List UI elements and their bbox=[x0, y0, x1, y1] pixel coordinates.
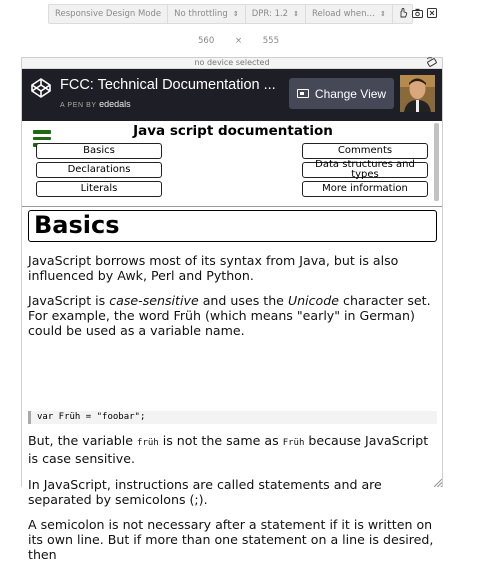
code-block: var Früh = "foobar"; bbox=[28, 411, 437, 424]
paragraph: In JavaScript, instructions are called statements and are separated by semicolons (;). bbox=[28, 477, 382, 507]
responsive-toolbar bbox=[48, 4, 413, 24]
throttling-select[interactable] bbox=[168, 5, 246, 23]
emphasis-text: case-sensitive bbox=[109, 293, 199, 308]
codepen-header bbox=[22, 69, 442, 121]
reload-value: Reload when… bbox=[311, 9, 376, 19]
device-bar bbox=[22, 58, 442, 69]
inline-code: Früh bbox=[282, 438, 305, 448]
paragraph: A semicolon is not necessary after a statement if it is written on its own line. But if more than one statement on a line is desired, then bbox=[28, 517, 434, 562]
reload-select[interactable] bbox=[306, 5, 393, 23]
paragraph bbox=[28, 433, 438, 466]
paragraph bbox=[28, 293, 438, 338]
section-title: Basics bbox=[28, 210, 437, 242]
paragraph-text: character set. For example, the word Früh (which means "early" in German) could be used as a variable name. bbox=[28, 293, 431, 338]
nav-link-data-structures[interactable]: Data structures and types bbox=[302, 162, 428, 178]
nav-scrollbar[interactable] bbox=[434, 123, 439, 201]
nav-divider bbox=[22, 206, 442, 207]
viewport-frame bbox=[21, 57, 443, 562]
change-view-button[interactable] bbox=[289, 78, 394, 109]
pen-title[interactable]: FCC: Technical Documentation ... bbox=[60, 77, 276, 93]
resize-handle-icon[interactable] bbox=[433, 478, 443, 488]
author-avatar[interactable] bbox=[400, 75, 435, 112]
viewport-dimensions bbox=[0, 36, 477, 46]
viewport-width[interactable]: 560 bbox=[198, 36, 215, 46]
viewport-height[interactable]: 555 bbox=[262, 36, 279, 46]
nav-link-basics[interactable]: Basics bbox=[36, 143, 162, 159]
dpr-select[interactable] bbox=[246, 5, 306, 23]
chevron-down-icon: ⇕ bbox=[293, 10, 299, 18]
hand-pointer-icon[interactable] bbox=[398, 8, 408, 21]
documentation-page bbox=[22, 121, 442, 562]
paragraph-text: JavaScript is bbox=[28, 293, 110, 308]
paragraph-text: But, the variable bbox=[28, 433, 138, 448]
nav-link-comments[interactable]: Comments bbox=[302, 143, 428, 159]
chevron-down-icon: ⇕ bbox=[232, 10, 239, 18]
nav-link-literals[interactable]: Literals bbox=[36, 181, 162, 197]
inline-code: früh bbox=[137, 438, 159, 448]
change-view-label: Change View bbox=[314, 86, 387, 101]
chevron-down-icon: ⇕ bbox=[380, 10, 386, 18]
camera-icon[interactable] bbox=[412, 8, 423, 21]
paragraph-text: because JavaScript is case sensitive. bbox=[28, 433, 429, 466]
responsive-mode-label: Responsive Design Mode bbox=[49, 5, 168, 23]
paragraph-text: is not the same as bbox=[158, 433, 283, 448]
byline-prefix: A PEN BY bbox=[60, 102, 97, 109]
close-icon[interactable] bbox=[427, 8, 437, 21]
pen-author-link[interactable]: ededals bbox=[99, 99, 131, 109]
page-title: Java script documentation bbox=[133, 123, 333, 139]
codepen-logo-icon[interactable] bbox=[30, 77, 52, 99]
nav-link-declarations[interactable]: Declarations bbox=[36, 162, 162, 178]
pen-byline bbox=[60, 99, 131, 109]
nav-link-more-information[interactable]: More information bbox=[302, 181, 428, 197]
dpr-value: DPR: 1.2 bbox=[251, 9, 289, 19]
throttling-value: No throttling bbox=[174, 9, 228, 19]
emphasis-text: Unicode bbox=[287, 293, 340, 308]
paragraph-text: and uses the bbox=[198, 293, 288, 308]
dimension-separator: × bbox=[234, 36, 243, 46]
device-select[interactable]: no device selected bbox=[194, 58, 270, 67]
change-view-icon bbox=[297, 89, 309, 98]
paragraph: JavaScript borrows most of its syntax from Java, but is also influenced by Awk, Perl and Python. bbox=[28, 253, 399, 283]
